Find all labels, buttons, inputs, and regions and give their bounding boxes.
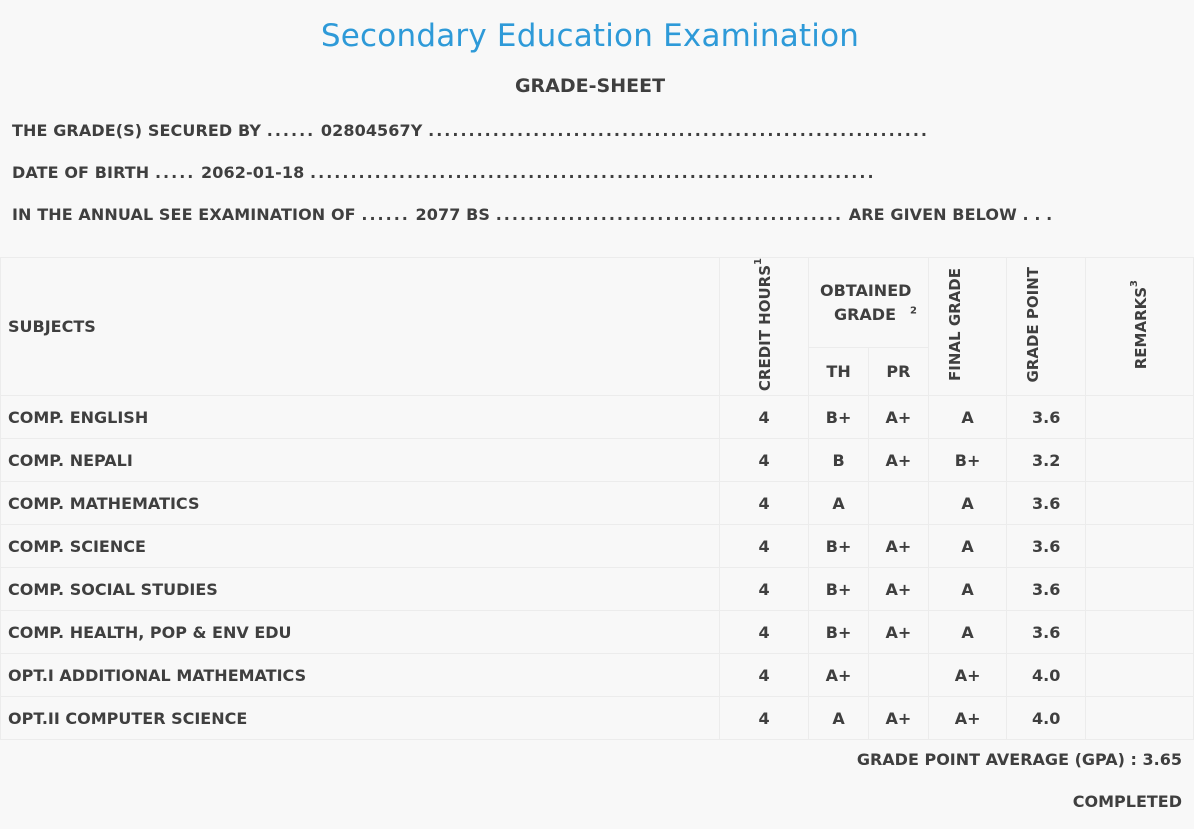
pr-grade-cell: A+ [868,611,928,654]
th-grade-cell: A+ [809,654,869,697]
credit-cell: 4 [719,439,808,482]
table-row [1,439,1194,482]
result-status: COMPLETED [1072,792,1182,811]
page-subtitle: GRADE-SHEET [514,75,666,97]
gpa-label: GRADE POINT AVERAGE (GPA) : [856,750,1137,769]
remarks-cell [1085,439,1193,482]
final-grade-cell: A [928,525,1007,568]
secured-by-label: THE GRADE(S) SECURED BY [12,121,262,140]
grade-table [0,257,1194,740]
symbol-number: 02804567Y [320,121,423,140]
th-grade-cell: B+ [809,525,869,568]
grade-point-cell: 3.6 [1007,568,1086,611]
subject-cell: COMP. SCIENCE [1,525,720,568]
dob-line: DATE OF BIRTH ..... 2062-01-18 ...................................................................... [12,163,876,182]
remarks-cell [1085,568,1193,611]
header-th: TH [809,348,869,396]
th-grade-cell: B+ [809,568,869,611]
subject-cell: OPT.II COMPUTER SCIENCE [1,697,720,740]
pr-grade-cell [868,654,928,697]
subject-cell: COMP. MATHEMATICS [1,482,720,525]
credit-cell: 4 [719,654,808,697]
subject-cell: COMP. SOCIAL STUDIES [1,568,720,611]
pr-grade-cell: A+ [868,697,928,740]
subject-cell: COMP. HEALTH, POP & ENV EDU [1,611,720,654]
dob-value: 2062-01-18 [201,163,305,182]
exam-line: IN THE ANNUAL SEE EXAMINATION OF ...... 2077 BS ........................................... ARE GIVEN BELOW . . . [12,205,1053,224]
remarks-cell [1085,654,1193,697]
th-grade-cell: B+ [809,611,869,654]
pr-grade-cell: A+ [868,525,928,568]
th-grade-cell: A [809,697,869,740]
header-pr: PR [868,348,928,396]
credit-cell: 4 [719,611,808,654]
secured-by-line: THE GRADE(S) SECURED BY ...... 02804567Y .............................................................. [12,121,929,140]
header-grade-point: GRADE POINT [1007,258,1086,396]
grade-rows [1,396,1194,740]
pr-grade-cell [868,482,928,525]
table-row [1,568,1194,611]
grade-point-cell: 3.6 [1007,396,1086,439]
th-grade-cell: A [809,482,869,525]
th-grade-cell: B+ [809,396,869,439]
header-credit-hours: CREDIT HOURS$^1$ [719,258,808,396]
exam-year: 2077 BS [415,205,491,224]
dob-label: DATE OF BIRTH [12,163,150,182]
grade-point-cell: 3.6 [1007,611,1086,654]
header-remarks: REMARKS$^3$ [1085,258,1193,396]
th-grade-cell: B [809,439,869,482]
final-grade-cell: B+ [928,439,1007,482]
header-final-grade: FINAL GRADE [928,258,1007,396]
credit-cell: 4 [719,697,808,740]
subject-cell: OPT.I ADDITIONAL MATHEMATICS [1,654,720,697]
exam-label: IN THE ANNUAL SEE EXAMINATION OF [12,205,356,224]
exam-suffix: ARE GIVEN BELOW . . . [848,205,1053,224]
subject-cell: COMP. ENGLISH [1,396,720,439]
table-row [1,525,1194,568]
gpa-line [857,750,1182,769]
table-row [1,697,1194,740]
grade-point-cell: 3.6 [1007,525,1086,568]
grade-point-cell: 3.6 [1007,482,1086,525]
page-title: Secondary Education Examination [320,18,860,54]
header-obtained-grade: OBTAINED GRADE $^2$ [809,258,929,348]
remarks-cell [1085,611,1193,654]
grade-point-cell: 4.0 [1007,654,1086,697]
header-subjects: SUBJECTS [1,258,720,396]
credit-cell: 4 [719,525,808,568]
final-grade-cell: A+ [928,654,1007,697]
remarks-cell [1085,396,1193,439]
remarks-cell [1085,525,1193,568]
table-row [1,611,1194,654]
credit-cell: 4 [719,568,808,611]
pr-grade-cell: A+ [868,568,928,611]
subject-cell: COMP. NEPALI [1,439,720,482]
gpa-value: 3.65 [1142,750,1182,769]
table-row [1,482,1194,525]
remarks-cell [1085,482,1193,525]
final-grade-cell: A [928,396,1007,439]
final-grade-cell: A [928,568,1007,611]
table-row [1,654,1194,697]
remarks-cell [1085,697,1193,740]
grade-point-cell: 3.2 [1007,439,1086,482]
pr-grade-cell: A+ [868,439,928,482]
grade-point-cell: 4.0 [1007,697,1086,740]
credit-cell: 4 [719,396,808,439]
table-row [1,396,1194,439]
final-grade-cell: A [928,611,1007,654]
pr-grade-cell: A+ [868,396,928,439]
final-grade-cell: A+ [928,697,1007,740]
credit-cell: 4 [719,482,808,525]
final-grade-cell: A [928,482,1007,525]
